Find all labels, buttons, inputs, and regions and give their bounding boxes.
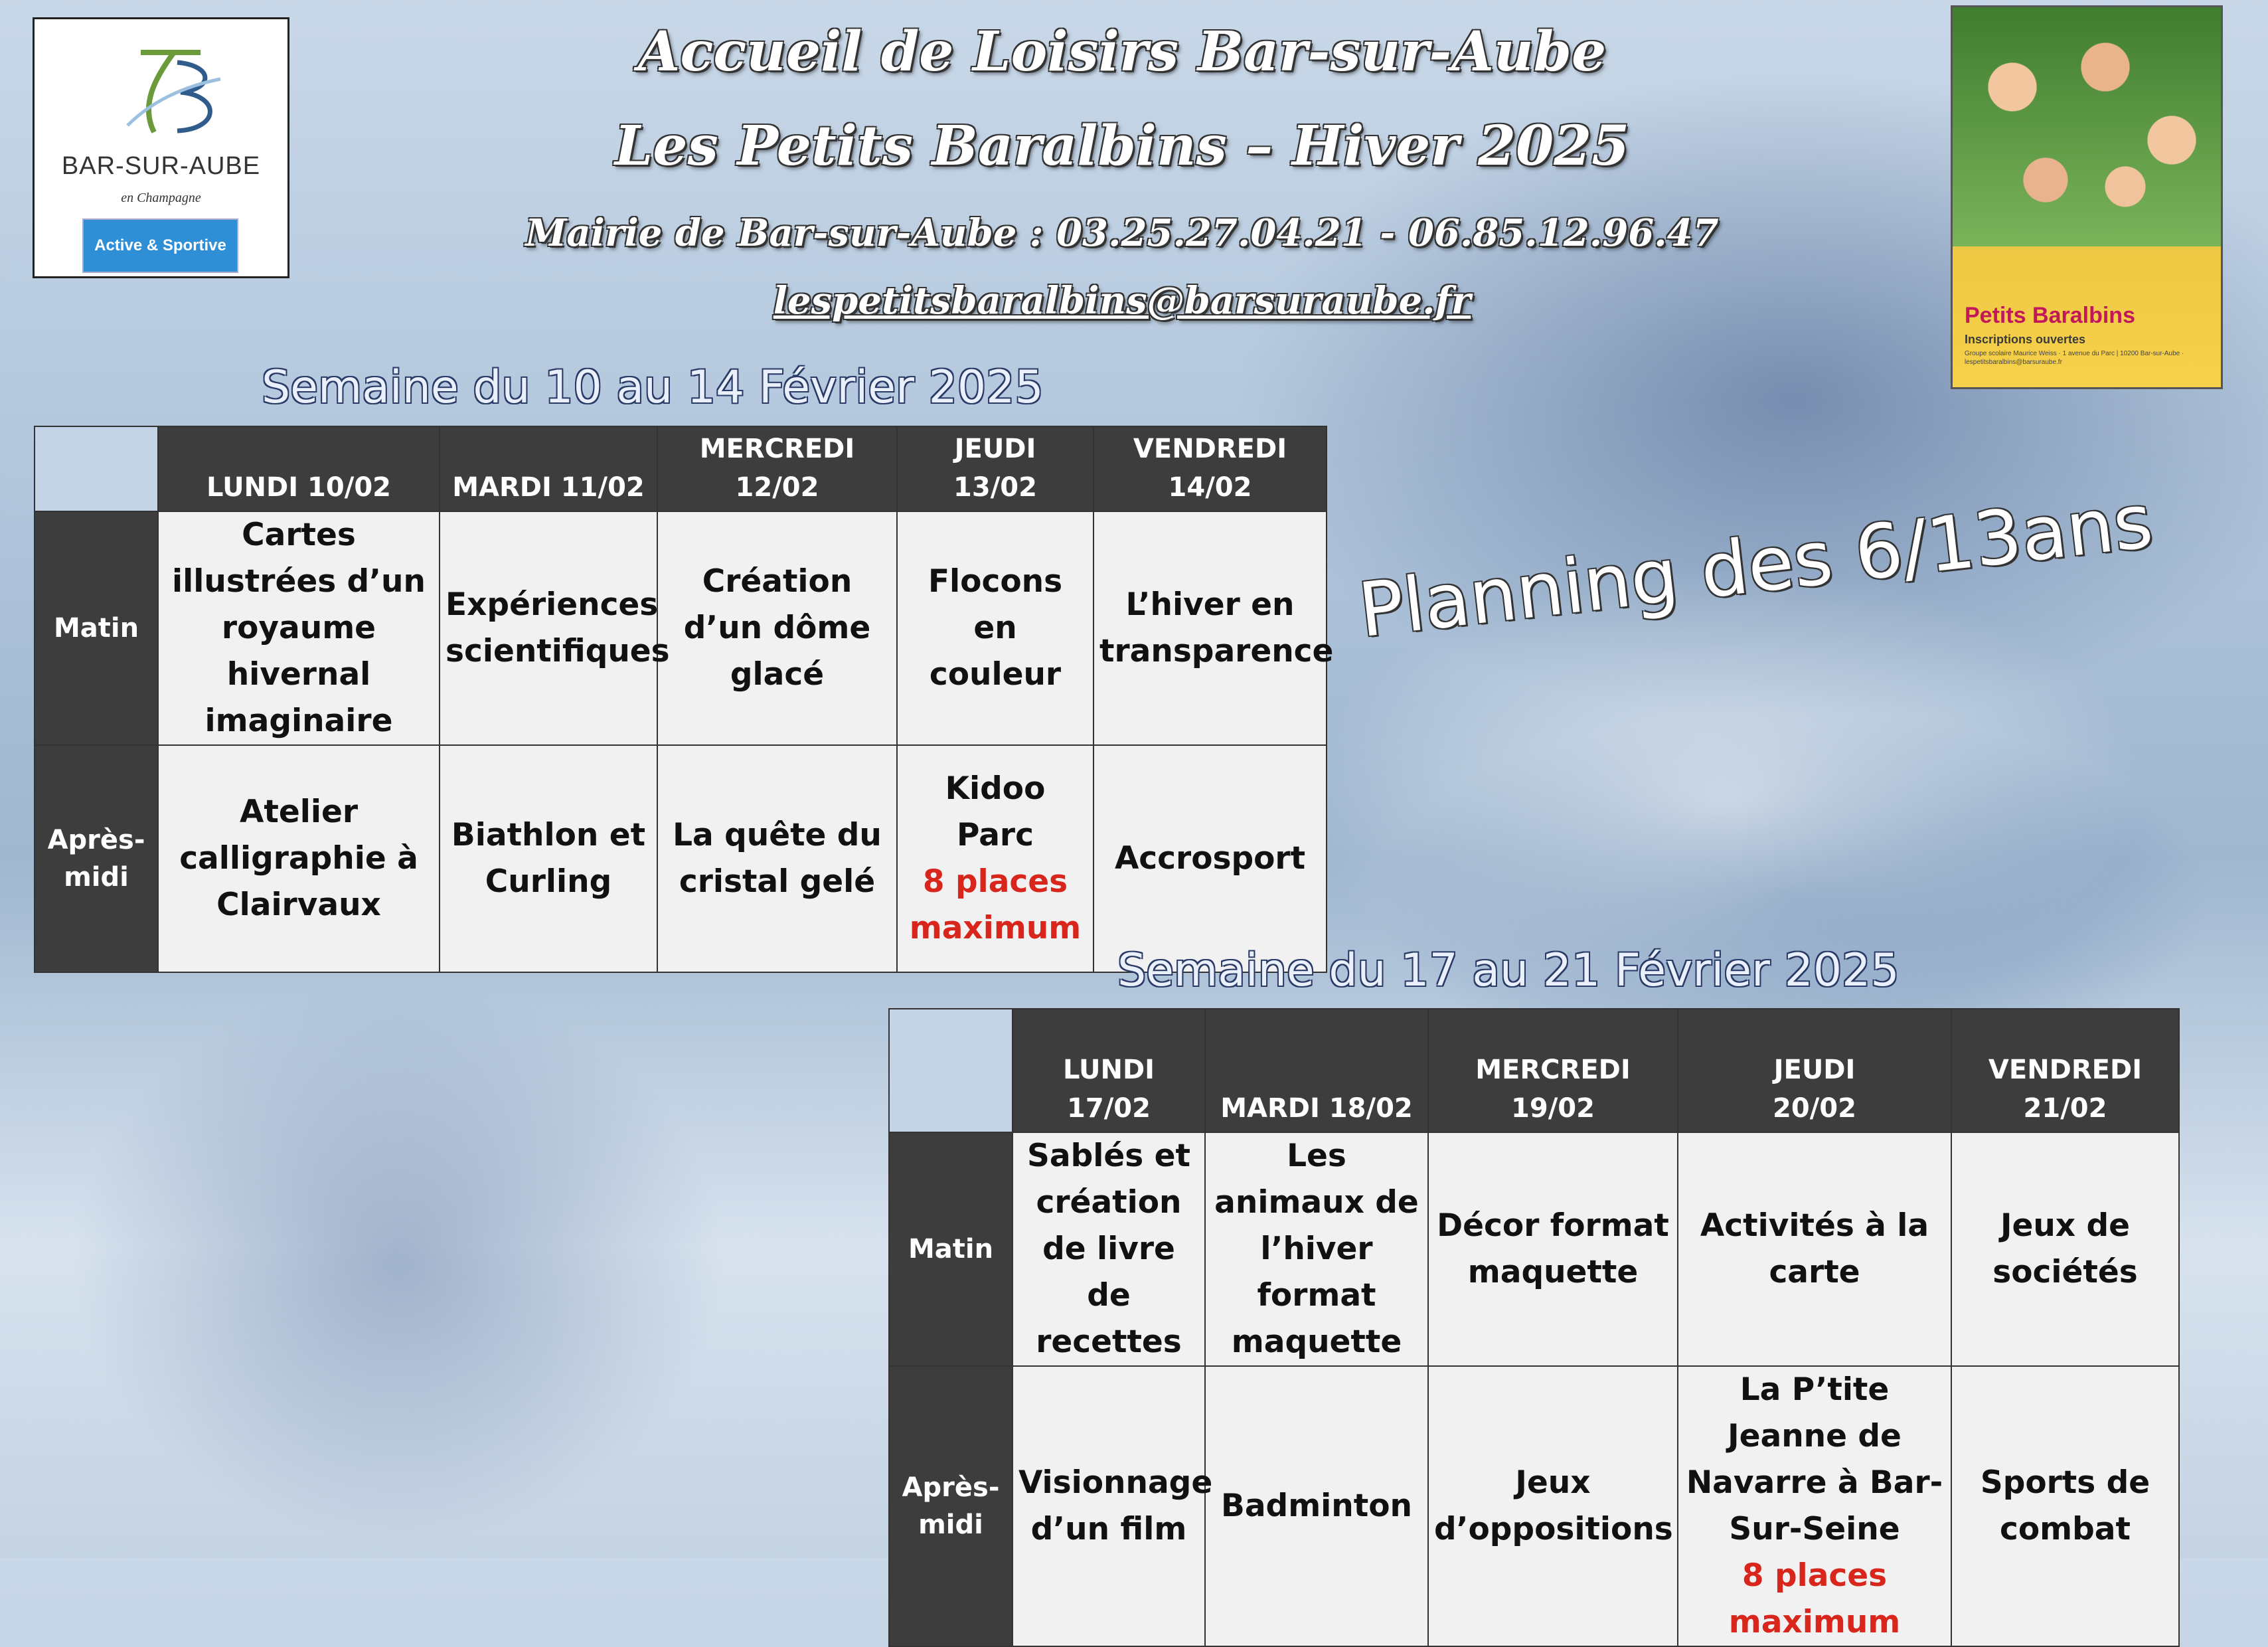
activity-cell: Jeux de sociétés [1951, 1132, 2179, 1366]
program-poster [1951, 5, 2223, 389]
activity-cell: Les animaux de l’hiver format maquette [1205, 1132, 1428, 1366]
week-1-schedule-table [34, 426, 1334, 973]
table-header-row [35, 426, 1327, 511]
poster-title: Petits Baralbins [1965, 303, 2135, 328]
week-1-title: Semaine du 10 au 14 Février 2025 [262, 361, 1044, 414]
table-corner [889, 1009, 1012, 1132]
day-header: LUNDI 10/02 [158, 426, 440, 511]
week-2-schedule-table [888, 1008, 2180, 1647]
age-group-label: Planning des 6/13ans [1354, 477, 2157, 655]
day-header: MERCREDI 12/02 [657, 426, 897, 511]
day-header: MARDI 18/02 [1205, 1009, 1428, 1132]
activity-cell: Biathlon et Curling [440, 745, 657, 972]
row-label: Matin [889, 1132, 1012, 1366]
activity-cell: La quête du cristal gelé [657, 745, 897, 972]
contact-email-link[interactable]: lespetitsbaralbins@barsuraube.fr [773, 279, 1471, 323]
day-header: MARDI 11/02 [440, 426, 657, 511]
town-logo-mark-icon [114, 39, 227, 139]
table-row-morning [35, 511, 1327, 745]
row-label: Après- midi [889, 1366, 1012, 1646]
town-logo-subtitle: en Champagne [121, 191, 201, 205]
row-label: Matin [35, 511, 158, 745]
active-sportive-badge: Active & Sportive [82, 218, 238, 273]
poster-photo [1953, 7, 2221, 246]
day-header: VENDREDI 14/02 [1094, 426, 1327, 511]
activity-cell: Cartes illustrées d’un royaume hivernal imaginaire [158, 511, 440, 745]
activity-cell: Activités à la carte [1678, 1132, 1951, 1366]
day-header: MERCREDI 19/02 [1428, 1009, 1678, 1132]
capacity-note: 8 places maximum [1728, 1557, 1901, 1640]
activity-cell: Sablés et création de livre de recettes [1012, 1132, 1205, 1366]
activity-cell: La P’tite Jeanne de Navarre à Bar-Sur-Seine 8 places maximum [1678, 1366, 1951, 1646]
day-header: VENDREDI 21/02 [1951, 1009, 2179, 1132]
town-logo [33, 17, 289, 278]
table-row-afternoon [889, 1366, 2179, 1646]
table-header-row [889, 1009, 2179, 1132]
table-corner [35, 426, 158, 511]
activity-cell: Jeux d’oppositions [1428, 1366, 1678, 1646]
activity-cell: Sports de combat [1951, 1366, 2179, 1646]
day-header: LUNDI 17/02 [1012, 1009, 1205, 1132]
activity-cell: Création d’un dôme glacé [657, 511, 897, 745]
contact-phone: Mairie de Bar-sur-Aube : 03.25.27.04.21 - 06.85.12.96.47 [525, 211, 1719, 255]
capacity-note: 8 places maximum [909, 863, 1082, 946]
activity-cell: Atelier calligraphie à Clairvaux [158, 745, 440, 972]
table-row-morning [889, 1132, 2179, 1366]
week-2-title: Semaine du 17 au 21 Février 2025 [1117, 944, 1900, 997]
activity-cell: Flocons en couleur [897, 511, 1094, 745]
activity-cell: L’hiver en transparence [1094, 511, 1327, 745]
activity-cell: Expériences scientifiques [440, 511, 657, 745]
activity-cell: Visionnage d’un film [1012, 1366, 1205, 1646]
table-row-afternoon [35, 745, 1327, 972]
town-logo-name: BAR-SUR-AUBE [61, 152, 261, 180]
activity-cell: Décor format maquette [1428, 1132, 1678, 1366]
row-label: Après- midi [35, 745, 158, 972]
activity-cell: Badminton [1205, 1366, 1428, 1646]
activity-cell: Kidoo Parc 8 places maximum [897, 745, 1094, 972]
poster-subtitle: Inscriptions ouvertes [1965, 333, 2086, 346]
activity-cell: Accrosport [1094, 745, 1327, 972]
day-header: JEUDI 20/02 [1678, 1009, 1951, 1132]
poster-small-print: Groupe scolaire Maurice Weiss · 1 avenue du Parc | 10200 Bar-sur-Aube · lespetitsbaralbins@barsuraube.fr [1965, 350, 2184, 366]
page-subtitle: Les Petits Baralbins – Hiver 2025 [614, 114, 1630, 178]
page-title: Accueil de Loisirs Bar-sur-Aube [637, 20, 1607, 84]
day-header: JEUDI 13/02 [897, 426, 1094, 511]
